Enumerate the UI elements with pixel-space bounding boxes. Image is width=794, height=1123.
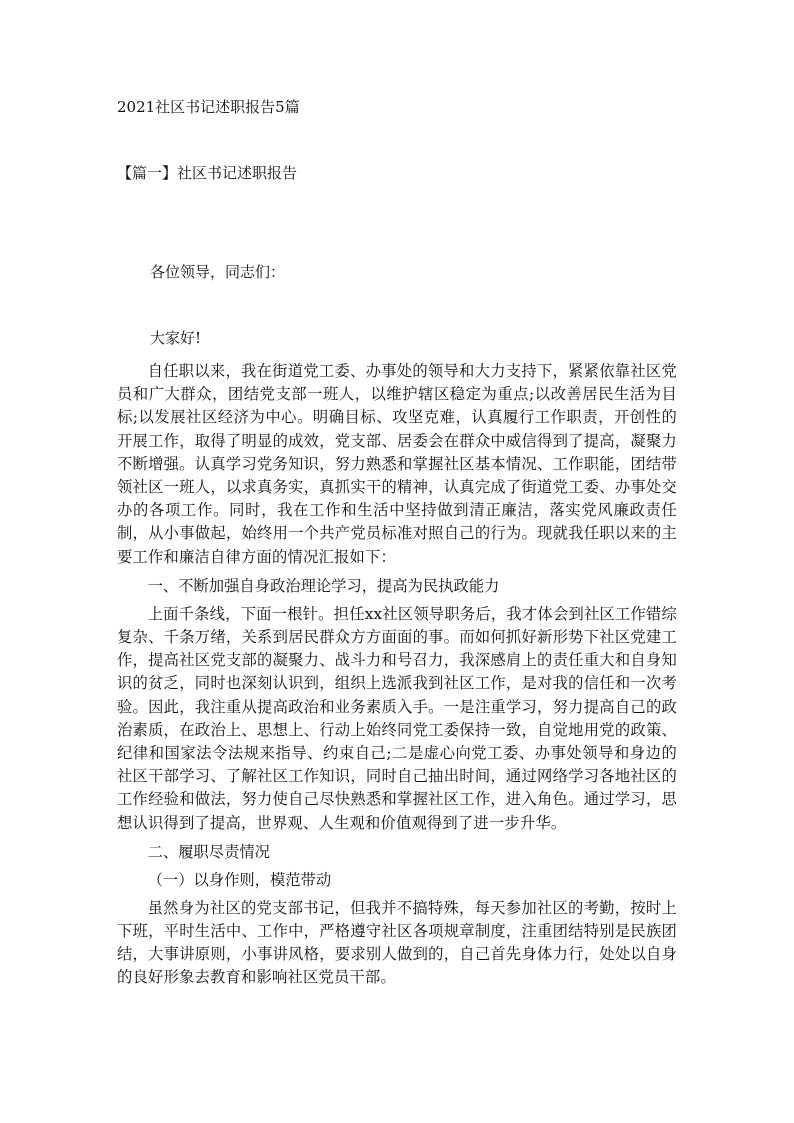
subheading-lead-by-example: （一）以身作则，模范带动 xyxy=(147,870,332,889)
salutation: 各位领导，同志们： xyxy=(150,263,286,281)
study-paragraph: 上面千条线，下面一根针。担任xx社区领导职务后，我才体会到社区工作错综复杂、千条万绪，关系到居民群众方方面面的事。而如何抓好新形势下社区党建工作，提高社区党支部的凝聚力、战斗力和号召力，我深感肩上的责任重大和自身知识的贫乏，同时也深刻认识到，组织上选派我到社区工作，是对我的信任和一次考验。因此，我注重从提高政治和业务素质入手。一是注重学习，努力提高自己的政治素质，在政治上、思想上、行动上始终同党工委保持一致，自觉地用党的政策、纪律和国家法令法规来指导、约束自己;二是虚心向党工委、办事处领导和身边的社区干部学习、了解社区工作知识，同时自己抽出时间，通过网络学习各地社区的工作经验和做法，努力使自己尽快熟悉和掌握社区工作，进入角色。通过学习，思想认识得到了提高，世界观、人生观和价值观得到了进一步升华。 xyxy=(117,604,677,832)
example-paragraph: 虽然身为社区的党支部书记，但我并不搞特殊，每天参加社区的考勤，按时上下班，平时生活中、工作中，严格遵守社区各项规章制度，注重团结特别是民族团结，大事讲原则，小事讲风格，要求别人做到的，自己首先身体力行，处处以自身的良好形象去教育和影响社区党员干部。 xyxy=(117,898,677,987)
heading-duties: 二、履职尽责情况 xyxy=(147,842,270,861)
document-body xyxy=(117,360,677,990)
greeting: 大家好! xyxy=(150,329,202,347)
heading-political-study: 一、不断加强自身政治理论学习，提高为民执政能力 xyxy=(147,576,500,595)
section-title: 【篇一】社区书记述职报告 xyxy=(117,164,298,182)
document-title: 2021社区书记述职报告5篇 xyxy=(117,98,300,116)
intro-paragraph: 自任职以来，我在街道党工委、办事处的领导和大力支持下，紧紧依靠社区党员和广大群众，团结党支部一班人，以维护辖区稳定为重点;以改善居民生活为目标;以发展社区经济为中心。明确目标、攻坚克难，认真履行工作职责，开创性的开展工作，取得了明显的成效，党支部、居委会在群众中威信得到了提高，凝聚力不断增强。认真学习党务知识，努力熟悉和掌握社区基本情况、工作职能，团结带领社区一班人，以求真务实，真抓实干的精神，认真完成了街道党工委、办事处交办的各项工作。同时，我在工作和生活中坚持做到清正廉洁，落实党风廉政责任制，从小事做起，始终用一个共产党员标准对照自己的行为。现就我任职以来的主要工作和廉洁自律方面的情况汇报如下： xyxy=(117,362,677,566)
